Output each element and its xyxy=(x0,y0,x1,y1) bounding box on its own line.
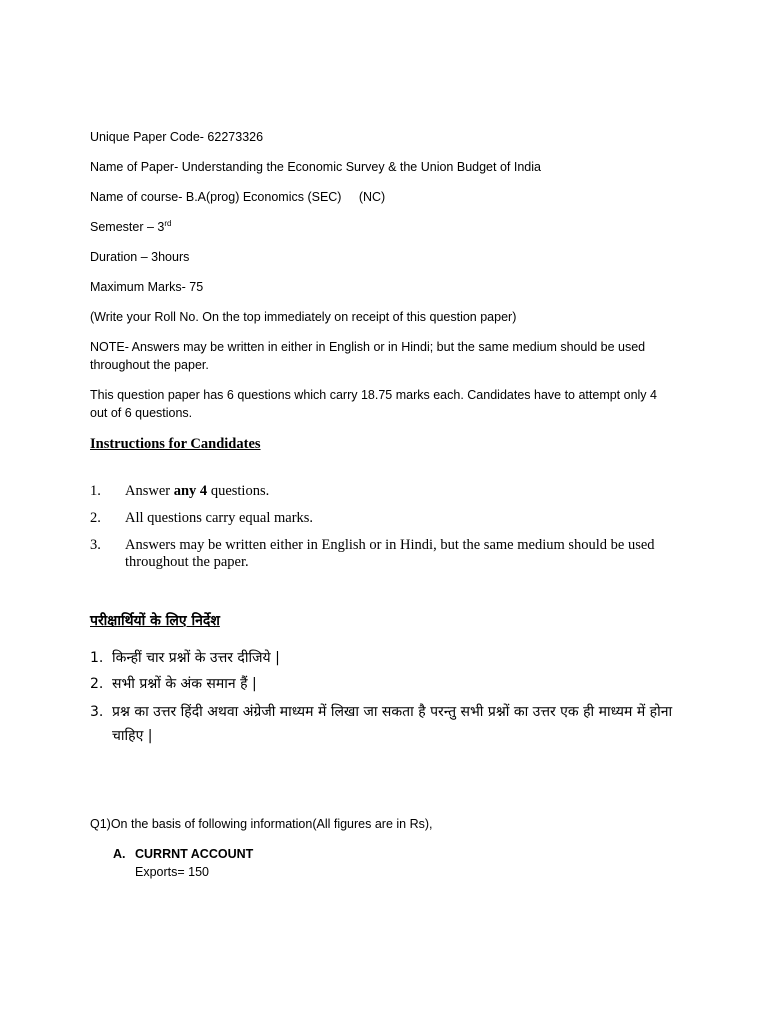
roll-number-note: (Write your Roll No. On the top immediately on receipt of this question paper) xyxy=(90,310,517,324)
hindi-instruction-text: सभी प्रश्नों के अंक समान हैं | xyxy=(112,676,257,692)
maximum-marks: Maximum Marks- 75 xyxy=(90,280,204,294)
hindi-instruction-number: 3. xyxy=(90,704,104,720)
paper-name: Name of Paper- Understanding the Economic Survey & the Union Budget of India xyxy=(90,160,541,174)
duration: Duration – 3hours xyxy=(90,250,190,264)
hindi-instruction-text: प्रश्न का उत्तर हिंदी अथवा अंग्रेजी माध्यम में लिखा जा सकता है परन्तु सभी प्रश्नों का उत्तर एक ही माध्यम में होना चाहिए | xyxy=(112,704,673,744)
instruction-text-end: questions. xyxy=(207,483,270,499)
instruction-text: Answers may be written either in English or in Hindi, but the same medium should be used throughout the paper. xyxy=(125,537,655,570)
instructions-heading-english: Instructions for Candidates xyxy=(90,436,261,452)
question-1-intro: Q1)On the basis of following information(All figures are in Rs), xyxy=(90,817,433,831)
hindi-instruction-number: 1. xyxy=(90,650,104,666)
course-name: Name of course- B.A(prog) Economics (SEC) (NC) xyxy=(90,190,386,204)
medium-note: NOTE- Answers may be written in either in English or in Hindi; but the same medium should be used throughout the paper. xyxy=(90,340,646,372)
semester-superscript: rd xyxy=(164,219,172,228)
instruction-number: 3. xyxy=(90,537,101,553)
hindi-instruction-text: किन्हीं चार प्रश्नों के उत्तर दीजिये | xyxy=(112,650,280,666)
question-1-part-a xyxy=(113,845,253,863)
instruction-number: 1. xyxy=(90,483,101,499)
instruction-text-bold: any 4 xyxy=(173,483,208,499)
instruction-text: All questions carry equal marks. xyxy=(125,510,314,526)
hindi-instruction-number: 2. xyxy=(90,676,104,692)
semester-text: Semester – 3 xyxy=(90,220,165,234)
semester xyxy=(90,218,680,236)
instructions-heading-hindi: परीक्षार्थियों के लिए निर्देश xyxy=(90,613,220,629)
questions-note: This question paper has 6 questions which carry 18.75 marks each. Candidates have to attempt only 4 out of 6 questions. xyxy=(90,388,657,420)
instruction-number: 2. xyxy=(90,510,101,526)
part-a-title: CURRNT ACCOUNT xyxy=(135,847,254,861)
instruction-text xyxy=(125,483,681,500)
instruction-text-start: Answer xyxy=(125,483,174,499)
part-a-label: A. xyxy=(113,847,126,861)
paper-code: Unique Paper Code- 62273326 xyxy=(90,130,264,144)
exports-value: Exports= 150 xyxy=(135,865,210,879)
